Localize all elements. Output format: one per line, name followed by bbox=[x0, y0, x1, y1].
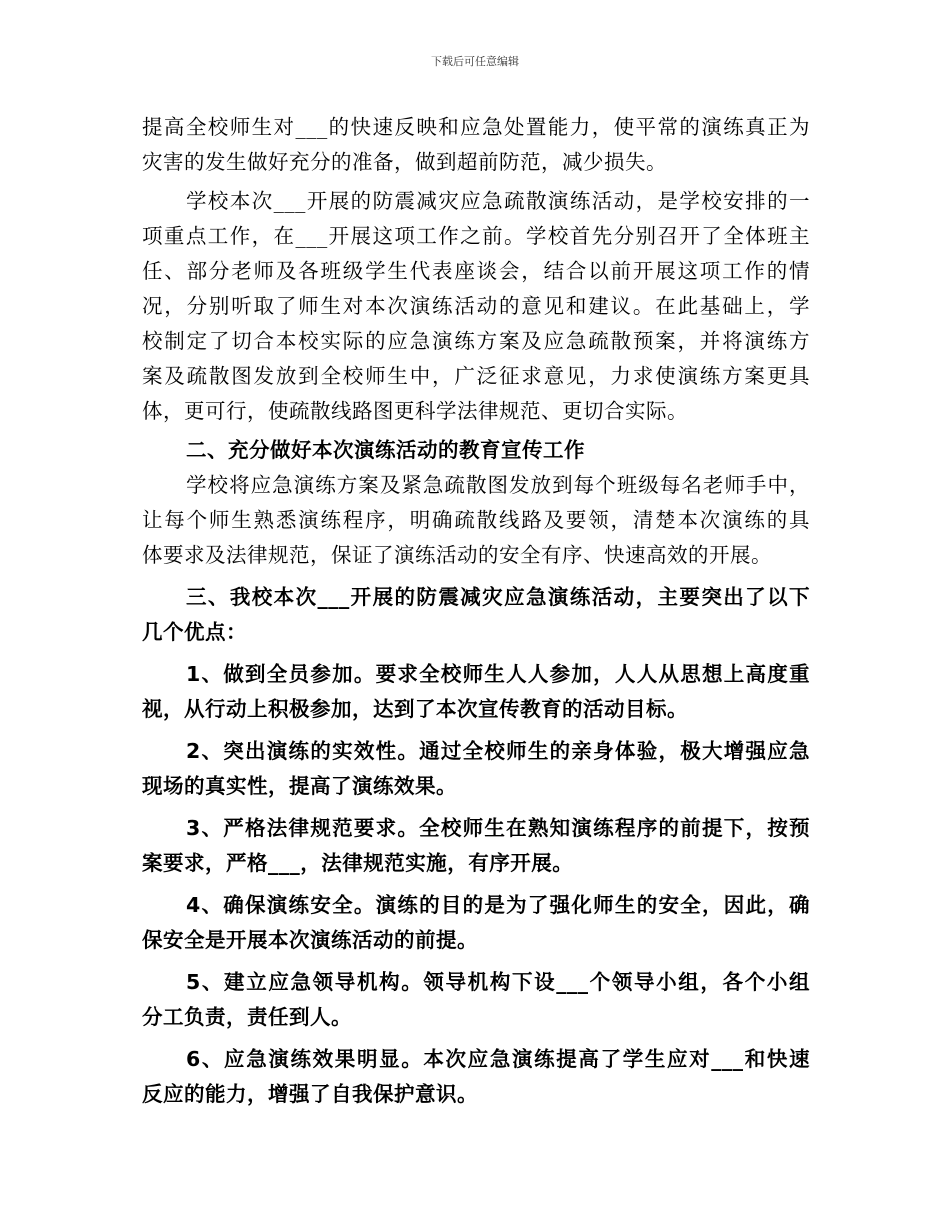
section-heading: 二、充分做好本次演练活动的教育宣传工作 bbox=[186, 438, 585, 462]
text-line: 学校将应急演练方案及紧急疏散图发放到每个班级每名老师手中， bbox=[186, 473, 810, 497]
text-line: 项重点工作，在___开展这项工作之前。学校首先分别召开了全体班主 bbox=[142, 224, 810, 248]
list-item-3 bbox=[142, 811, 810, 881]
text-line: 学校本次___开展的防震减灾应急疏散演练活动，是学校安排的一 bbox=[186, 189, 810, 213]
text-line: 视，从行动上积极参加，达到了本次宣传教育的活动目标。 bbox=[142, 697, 688, 721]
list-item-2 bbox=[142, 734, 810, 804]
text-line: 体要求及法律规范，保证了演练活动的安全有序、快速高效的开展。 bbox=[142, 543, 772, 567]
list-item-5 bbox=[142, 965, 810, 1035]
text-line: 分工负责，责任到人。 bbox=[142, 1005, 352, 1029]
text-line: 让每个师生熟悉演练程序，明确疏散线路及要领，清楚本次演练的具 bbox=[142, 508, 810, 532]
section-heading-3 bbox=[142, 580, 810, 650]
text-line: 任、部分老师及各班级学生代表座谈会，结合以前开展这项工作的情 bbox=[142, 259, 810, 283]
section-heading: 三、我校本次___开展的防震减灾应急演练活动，主要突出了以下 bbox=[186, 585, 810, 609]
text-line: 1、做到全员参加。要求全校师生人人参加，人人从思想上高度重 bbox=[186, 662, 810, 686]
text-line: 案要求，严格___，法律规范实施，有序开展。 bbox=[142, 851, 574, 875]
text-line: 5、建立应急领导机构。领导机构下设___个领导小组，各个小组 bbox=[186, 970, 810, 994]
text-line: 4、确保演练安全。演练的目的是为了强化师生的安全，因此，确 bbox=[186, 893, 810, 917]
text-line: 体，更可行，使疏散线路图更科学法律规范、更切合实际。 bbox=[142, 399, 688, 423]
list-item-6 bbox=[142, 1042, 810, 1112]
text-line: 6、应急演练效果明显。本次应急演练提高了学生应对___和快速 bbox=[186, 1047, 810, 1071]
paragraph-publicity bbox=[142, 468, 810, 573]
text-line: 提高全校师生对___的快速反映和应急处置能力，使平常的演练真正为 bbox=[142, 115, 810, 139]
text-line: 反应的能力，增强了自我保护意识。 bbox=[142, 1082, 478, 1106]
document-body bbox=[142, 110, 810, 1112]
list-item-4 bbox=[142, 888, 810, 958]
text-line: 2、突出演练的实效性。通过全校师生的亲身体验，极大增强应急 bbox=[186, 739, 810, 763]
list-item-1 bbox=[142, 657, 810, 727]
paragraph-intro-continued bbox=[142, 110, 810, 180]
text-line: 灾害的发生做好充分的准备，做到超前防范，减少损失。 bbox=[142, 150, 667, 174]
text-line: 校制定了切合本校实际的应急演练方案及应急疏散预案，并将演练方 bbox=[142, 329, 810, 353]
text-line: 3、严格法律规范要求。全校师生在熟知演练程序的前提下，按预 bbox=[186, 816, 810, 840]
text-line: 保安全是开展本次演练活动的前提。 bbox=[142, 928, 478, 952]
text-line: 现场的真实性，提高了演练效果。 bbox=[142, 774, 457, 798]
text-line: 况，分别听取了师生对本次演练活动的意见和建议。在此基础上，学 bbox=[142, 294, 810, 318]
page-header-note: 下载后可任意编辑 bbox=[431, 55, 519, 68]
text-line: 案及疏散图发放到全校师生中，广泛征求意见，力求使演练方案更具 bbox=[142, 364, 810, 388]
paragraph-preparation bbox=[142, 184, 810, 429]
section-heading: 几个优点： bbox=[142, 620, 247, 644]
section-heading-2 bbox=[142, 433, 810, 468]
